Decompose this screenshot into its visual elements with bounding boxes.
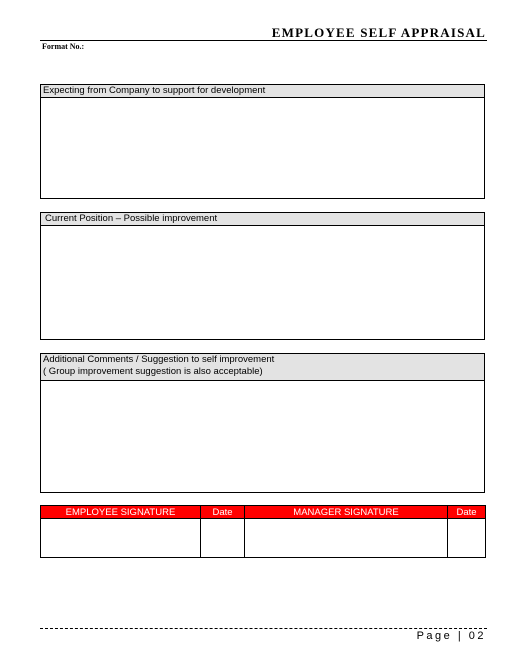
- current-position-section: [40, 212, 485, 340]
- additional-comments-section: [40, 353, 485, 493]
- signature-header-row: [41, 506, 486, 519]
- manager-date-cell[interactable]: [448, 519, 486, 558]
- footer-divider: [40, 628, 487, 629]
- section-header: [41, 354, 484, 381]
- format-number-label: Format No.:: [42, 42, 85, 51]
- document-title: EMPLOYEE SELF APPRAISAL: [271, 25, 486, 40]
- page-number: Page | 02: [416, 630, 486, 642]
- section-header-text: Current Position – Possible improvement: [45, 213, 218, 224]
- employee-signature-header: EMPLOYEE SIGNATURE: [41, 506, 201, 519]
- section-header-subtext: ( Group improvement suggestion is also acceptable): [43, 366, 263, 377]
- manager-date-header: Date: [448, 506, 486, 519]
- employee-date-header: Date: [201, 506, 245, 519]
- development-support-section: [40, 84, 485, 199]
- section-header: [41, 85, 484, 98]
- title-divider: [40, 40, 487, 41]
- section-header-text: Additional Comments / Suggestion to self improvement: [43, 354, 275, 365]
- section-header: [41, 213, 484, 226]
- manager-signature-header: MANAGER SIGNATURE: [245, 506, 448, 519]
- section-header-text: Expecting from Company to support for development: [43, 85, 266, 96]
- employee-signature-cell[interactable]: [41, 519, 201, 558]
- signature-row: [41, 519, 486, 558]
- manager-signature-cell[interactable]: [245, 519, 448, 558]
- signature-table: [40, 505, 486, 558]
- employee-date-cell[interactable]: [201, 519, 245, 558]
